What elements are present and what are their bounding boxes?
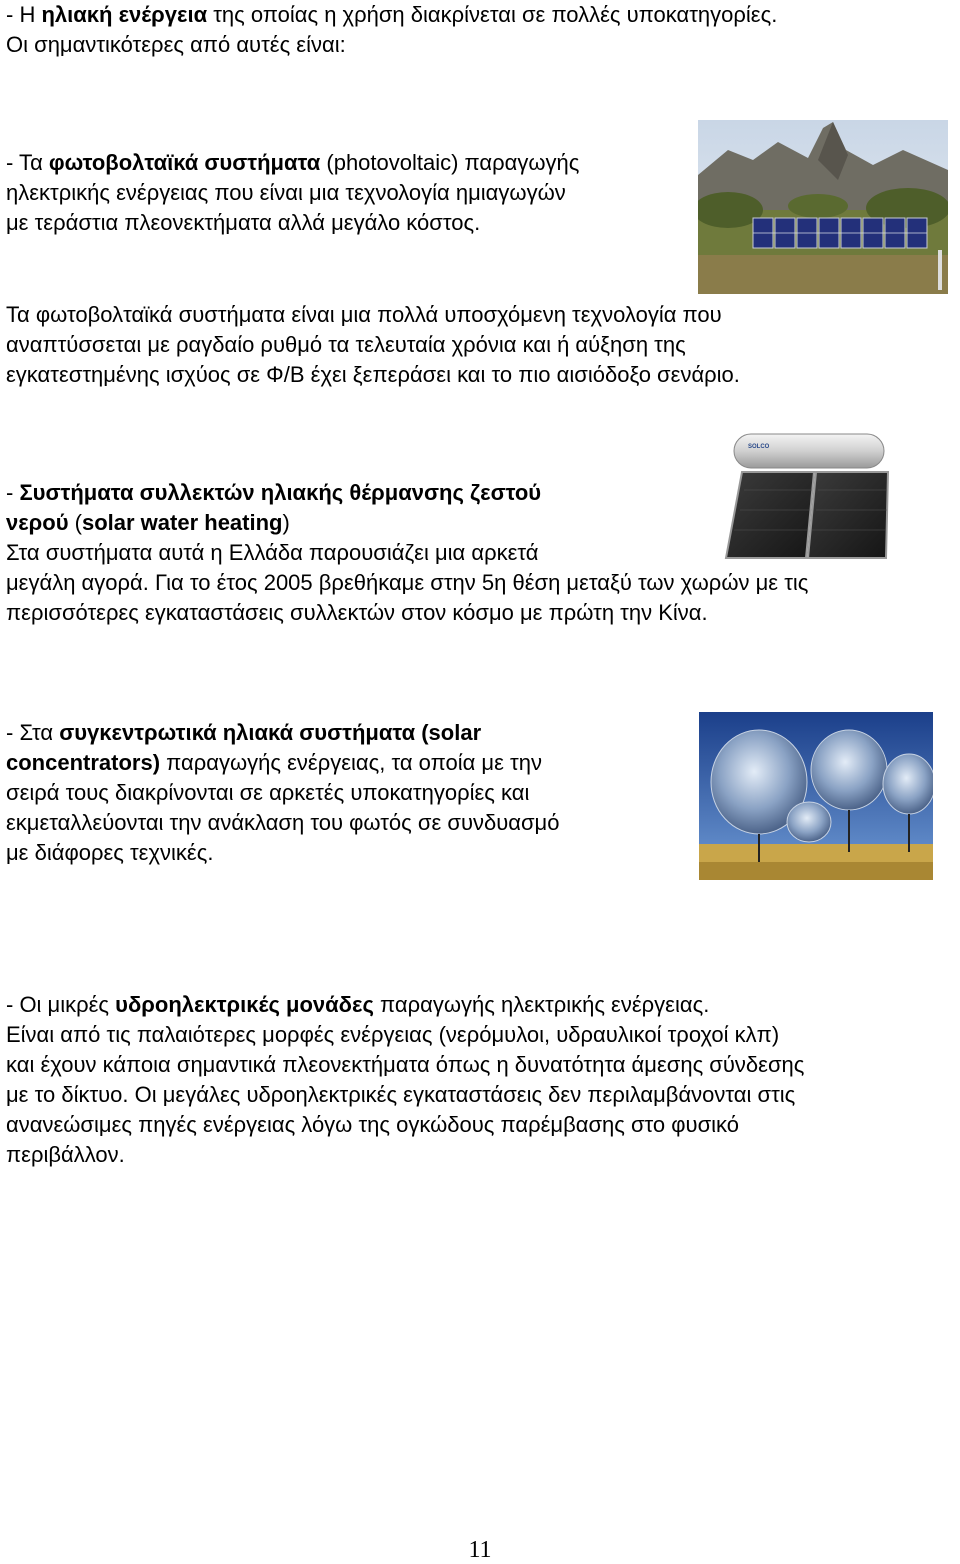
- solar-water-heating-term: Συστήματα συλλεκτών ηλιακής θέρμανσης ζεστού: [19, 480, 542, 505]
- photovoltaic-paragraph: - Τα φωτοβολταϊκά συστήματα (photovoltaic) παραγωγής ηλεκτρικής ενέργειας που είναι μια τεχνολογία ημιαγωγών με τεράστια πλεονεκτήματα αλλά μεγάλο κόστος.: [6, 150, 580, 235]
- photovoltaic-growth-paragraph: Τα φωτοβολταϊκά συστήματα είναι μια πολλά υποσχόμενη τεχνολογία που αναπτύσσεται με ραγδαίο ρυθμό τα τελευταία χρόνια και ή αύξηση της εγκατεστημένης ισχύος σε Φ/Β έχει ξεπεράσει και το πιο αισιόδοξο σενάριο.: [6, 302, 740, 387]
- heater-logo: SOLCO: [748, 444, 770, 450]
- page-number: 11: [468, 1537, 492, 1563]
- small-hydro-paragraph: - Οι μικρές υδροηλεκτρικές μονάδες παραγωγής ηλεκτρικής ενέργειας. Είναι από τις παλαιότερες μορφές ενέργειας (νερόμυλοι, υδραυλικοί τροχοί κλπ) και έχουν κάποια σημαντικά πλεονεκτήματα όπως η δυνατότητα άμεσης σύνδεσης με το δίκτυο. Οι μεγάλες υδροηλεκτρικές εγκαταστάσεις δεν περιλαμβάνονται στις ανανεώσιμες πηγές ενέργειας λόγω της ογκώδους παρέμβασης στο φυσικό περιβάλλον.: [6, 992, 805, 1167]
- intro-paragraph: [6, 0, 777, 60]
- small-hydro-term: υδροηλεκτρικές μονάδες: [115, 992, 374, 1017]
- intro-line-2: Οι σημαντικότερες από αυτές είναι:: [6, 32, 346, 57]
- solar-concentrators-term: συγκεντρωτικά ηλιακά συστήματα (solar: [59, 720, 482, 745]
- intro-line-1: - Η ηλιακή ενέργεια της οποίας η χρήση διακρίνεται σε πολλές υποκατηγορίες.: [6, 2, 778, 27]
- solar-energy-term: ηλιακή ενέργεια: [41, 2, 208, 27]
- solar-concentrators-image: [699, 712, 933, 880]
- solar-concentrators-paragraph: - Στα συγκεντρωτικά ηλιακά συστήματα (solar concentrators) παραγωγής ενέργειας, τα οποία με την σειρά τους διακρίνονται σε αρκετές υποκατηγορίες και εκμεταλλεύονται την ανάκλαση του φωτός σε συνδυασμό με διάφορες τεχνικές.: [6, 720, 560, 865]
- photovoltaic-field-image: [698, 120, 948, 294]
- solar-water-heating-paragraph: - Συστήματα συλλεκτών ηλιακής θέρμανσης ζεστού νερού (solar water heating) Στα συστήματα αυτά η Ελλάδα παρουσιάζει μια αρκετά μεγάλη αγορά. Για το έτος 2005 βρεθήκαμε στην 5η θέση μεταξύ των χωρών με τις περισσότερες εγκαταστάσεις συλλεκτών στον κόσμο με πρώτη την Κίνα.: [6, 480, 809, 625]
- photovoltaic-term: φωτοβολταϊκά συστήματα: [48, 150, 321, 175]
